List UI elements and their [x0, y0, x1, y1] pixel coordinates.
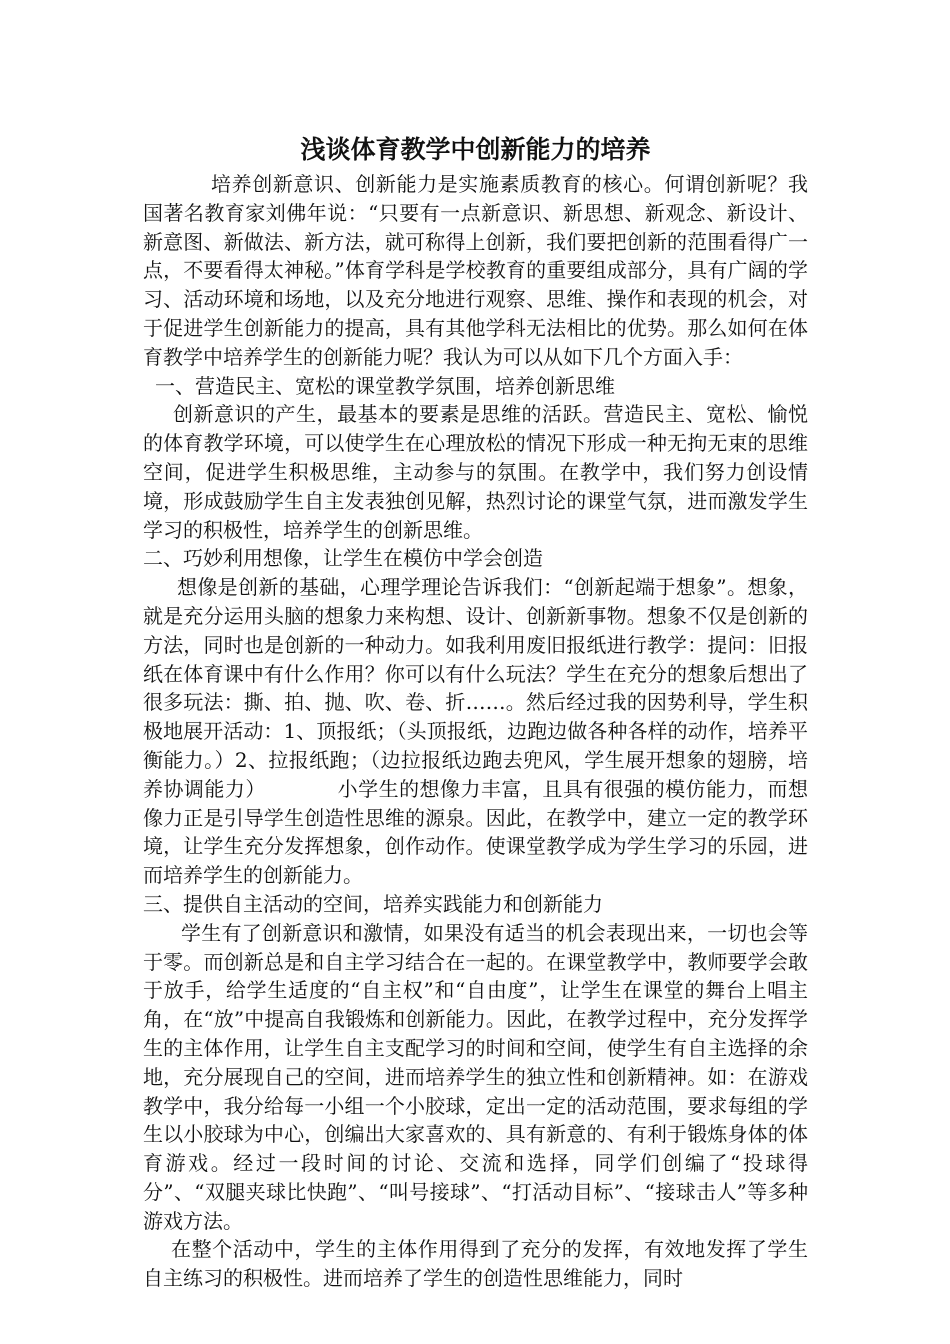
section-1-paragraph: 创新意识的产生，最基本的要素是思维的活跃。营造民主、宽松、愉悦 的体育教学环境，可以使学生在心理放松的情况下形成一种无拘无束的思维空间，促进学生积极思维，主动参与的氛围。在教学中，我们努力创设情境，形成鼓励学生自主发表独创见解，热烈讨论的课堂气氛，进而激发学生学习的积极性，培养学生的创新思维。 [143, 402, 808, 542]
page-title: 浅谈体育教学中创新能力的培养 [300, 135, 651, 164]
section-heading-1: 一、营造民主、宽松的课堂教学氛围，培养创新思维 [155, 373, 615, 398]
section-heading-3: 三、提供自主活动的空间，培养实践能力和创新能力 [143, 891, 603, 916]
intro-paragraph: 培养创新意识、创新能力是实施素质教育的核心。何谓创新呢？我国著名教育家刘佛年说：“只要有一点新意识、新思想、新观念、新设计、新意图、新做法、新方法，就可称得上创新，我们要把创新的范围看得广一点，不要看得太神秘。”体育学科是学校教育的重要组成部分，具有广阔的学习、活动环境和场地，以及充分地进行观察、思维、操作和表现的机会，对于促进学生创新能力的提高，具有其他学科无法相比的优势。那么如何在体育教学中培养学生的创新能力呢？我认为可以从如下几个方面入手： [143, 172, 808, 369]
section-heading-2: 二、巧妙利用想像，让学生在模仿中学会创造 [143, 546, 543, 571]
section-2-paragraph: 想像是创新的基础，心理学理论告诉我们：“创新起端于想象”。想象，就是充分运用头脑的想象力来构想、设计、创新新事物。想象不仅是创新的方法，同时也是创新的一种动力。如我利用废旧报纸进行教学：提问：旧报纸在体育课中有什么作用？你可以有什么玩法？学生在充分的想象后想出了很多玩法：撕、拍、抛、吹、卷、折……。然后经过我的因势利导，学生积极地展开活动：1、顶报纸；（头顶报纸，边跑边做各种各样的动作，培养平衡能力。）2、拉报纸跑；（边拉报纸边跑去兜风，学生展开想象的翅膀，培养协调能力） 小学生的想像力丰富，且具有很强的模仿能力，而想像力正是引导学生创造性思维的源泉。因此，在教学中，建立一定的教学环境，让学生充分发挥想象，创作动作。使课堂教学成为学生学习的乐园，进而培养学生的创新能力。 [143, 575, 808, 888]
closing-paragraph: 在整个活动中，学生的主体作用得到了充分的发挥，有效地发挥了学生自主练习的积极性。进而培养了学生的创造性思维能力，同时 [143, 1237, 808, 1291]
document-body [143, 130, 808, 1293]
section-3-paragraph: 学生有了创新意识和激情，如果没有适当的机会表现出来，一切也会等于零。而创新总是和自主学习结合在一起的。在课堂教学中，教师要学会敢于放手，给学生适度的“自主权”和“自由度”，让学生在课堂的舞台上唱主角，在“放”中提高自我锻炼和创新能力。因此，在教学过程中，充分发挥学生的主体作用，让学生自主支配学习的时间和空间，使学生有自主选择的余地，充分展现自己的空间，进而培养学生的独立性和创新精神。如：在游戏教学中，我分给每一小组一个小胶球，定出一定的活动范围，要求每组的学生以小胶球为中心，创编出大家喜欢的、具有新意的、有利于锻炼身体的体育游戏。经过一段时间的讨论、交流和选择，同学们创编了“投球得分”、“双腿夹球比快跑”、“叫号接球”、“打活动目标”、“接球击人”等多种游戏方法。 [143, 920, 808, 1233]
